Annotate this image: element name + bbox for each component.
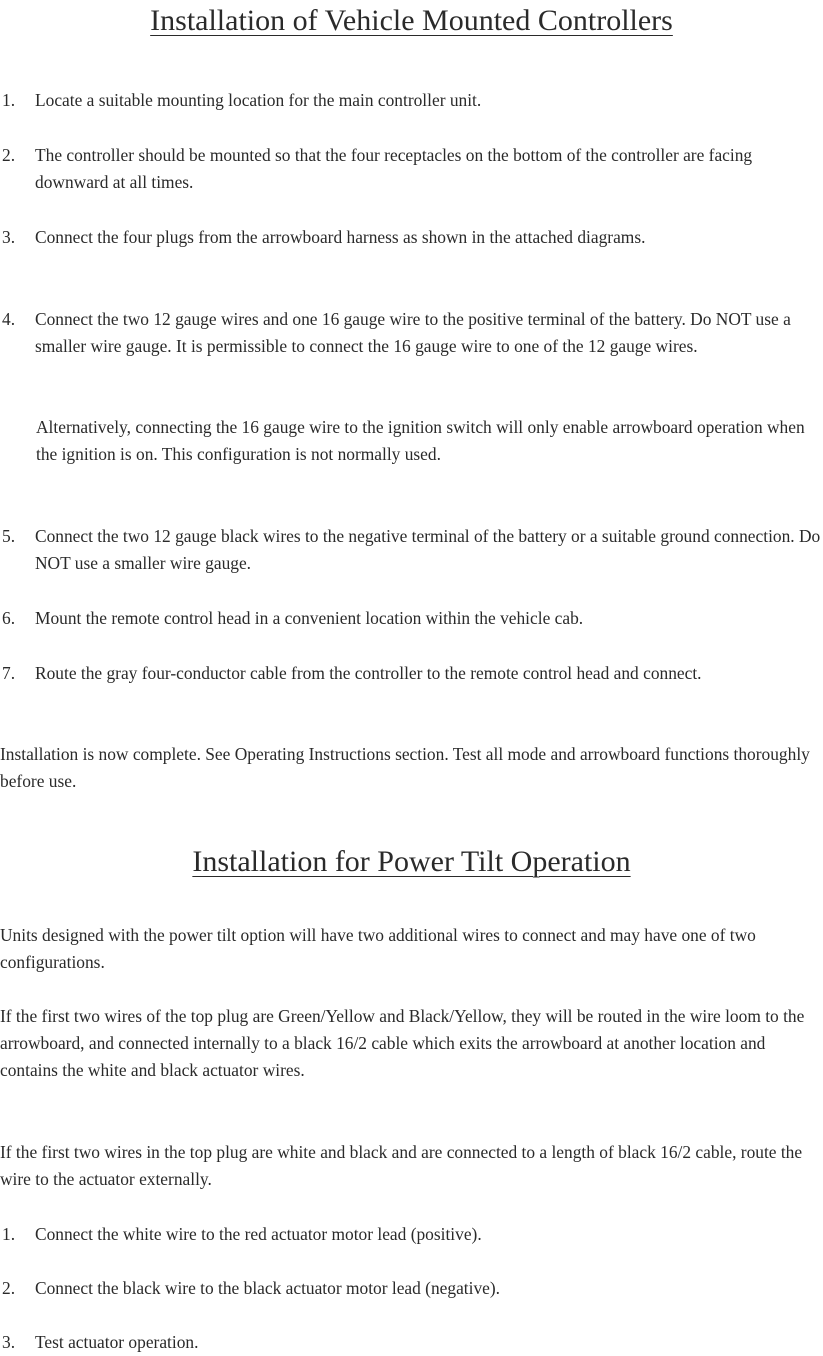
- completion-paragraph: Installation is now complete. See Operating Instructions section. Test all mode and arrowboard functions thoroughly before use.: [0, 744, 810, 791]
- step-text: Mount the remote control head in a convenient location within the vehicle cab.: [35, 608, 584, 628]
- step-text: Connect the two 12 gauge wires and one 16 gauge wire to the positive terminal of the battery. Do NOT use a smaller wire gauge. It is permissible to connect the 16 gauge wire to one of the 12 gauge wires.: [35, 309, 791, 356]
- step-number: 5.: [2, 526, 16, 546]
- section-title-power-tilt: Installation for Power Tilt Operation: [192, 845, 631, 878]
- step-number: 1.: [2, 90, 16, 110]
- step-text: Connect the black wire to the black actuator motor lead (negative).: [35, 1278, 501, 1298]
- power-tilt-config-2: If the first two wires in the top plug are white and black and are connected to a length of black 16/2 cable, route the wire to the actuator externally.: [0, 1142, 803, 1189]
- step-number: 2.: [2, 1278, 16, 1298]
- step-number: 4.: [2, 309, 16, 329]
- step-number: 6.: [2, 608, 16, 628]
- step-number: 3.: [2, 227, 16, 247]
- step-text: Connect the white wire to the red actuator motor lead (positive).: [35, 1224, 482, 1244]
- step-text: Connect the two 12 gauge black wires to the negative terminal of the battery or a suitable ground connection. Do NOT use a smaller wire gauge.: [35, 526, 821, 573]
- power-tilt-intro: Units designed with the power tilt option will have two additional wires to connect and may have one of two configurations.: [0, 925, 756, 972]
- step-text: The controller should be mounted so that the four receptacles on the bottom of the controller are facing downward at all times.: [35, 145, 753, 192]
- step-text: Connect the four plugs from the arrowboard harness as shown in the attached diagrams.: [35, 227, 646, 247]
- power-tilt-config-1: If the first two wires of the top plug are Green/Yellow and Black/Yellow, they will be routed in the wire loom to the arrowboard, and connected internally to a black 16/2 cable which exits the arrowboard at another location and contains the white and black actuator wires.: [0, 1006, 805, 1080]
- step-text: Test actuator operation.: [35, 1332, 199, 1352]
- step-text: Route the gray four-conductor cable from the controller to the remote control head and connect.: [35, 663, 702, 683]
- step-number: 1.: [2, 1224, 16, 1244]
- section-title-controllers: Installation of Vehicle Mounted Controllers: [150, 4, 673, 37]
- step-text: Locate a suitable mounting location for the main controller unit.: [35, 90, 482, 110]
- step-4-note: Alternatively, connecting the 16 gauge wire to the ignition switch will only enable arrowboard operation when the ignition is on. This configuration is not normally used.: [36, 417, 805, 464]
- step-number: 2.: [2, 145, 16, 165]
- step-number: 7.: [2, 663, 16, 683]
- step-number: 3.: [2, 1332, 16, 1352]
